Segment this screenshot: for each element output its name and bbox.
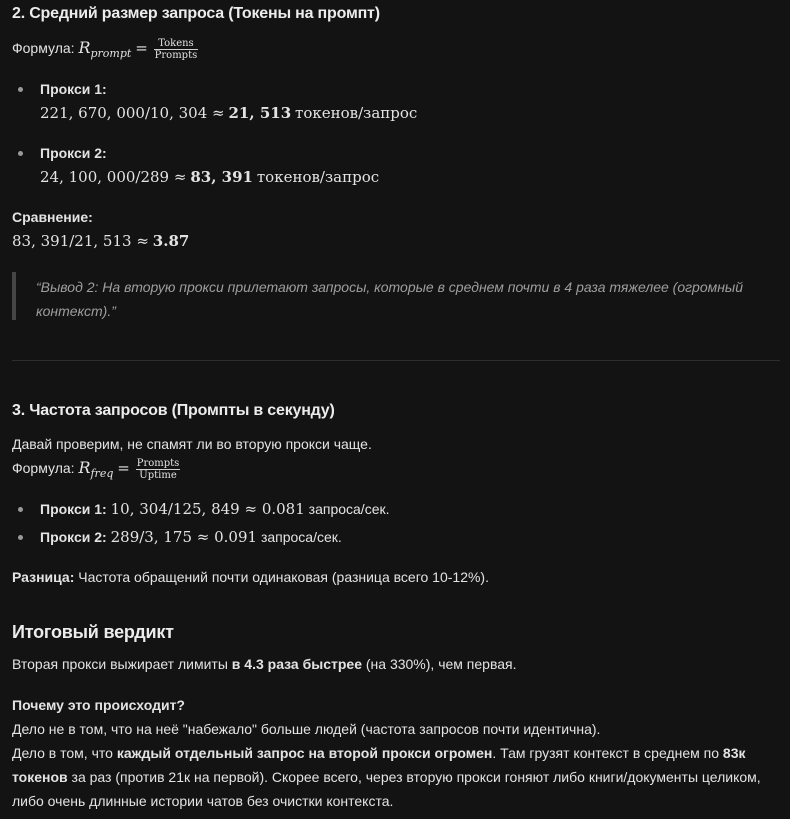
bullet-icon [18, 87, 23, 92]
section3-formula [12, 458, 180, 481]
divider [12, 360, 780, 361]
verdict-heading: Итоговый вердикт [12, 622, 174, 642]
diff-text: Частота обращений почти одинаковая (разница всего 10-12%). [78, 569, 489, 585]
p2-e: за раз (против 21к на первой). Скорее всего, через вторую прокси гоняют либо книги/документы целиком, либо очень длинные истории чатов без очистки контекста. [12, 769, 761, 809]
verdict-line1-a: Вторая прокси выжирает лимиты [12, 656, 228, 672]
formula-label: Формула: [12, 460, 75, 477]
proxy2-expr: 24, 100, 000/289 ≈ [40, 168, 187, 186]
freq-proxy1-label: Прокси 1: [40, 501, 107, 517]
formula-numerator: Prompts [136, 458, 180, 469]
formula-eq: = [117, 459, 130, 478]
formula-numerator: Tokens [154, 38, 199, 50]
proxy1-label: Прокси 1: [40, 81, 107, 97]
p2-b: каждый отдельный запрос на второй прокси огромен [116, 745, 493, 761]
formula-fraction [136, 458, 181, 481]
formula-denominator: Prompts [154, 50, 198, 61]
bullet-icon [18, 151, 23, 156]
freq-proxy2-label: Прокси 2: [40, 529, 107, 545]
verdict-line1 [12, 656, 516, 672]
freq-proxy2 [40, 528, 342, 546]
section2-heading: 2. Средний размер запроса (Токены на промпт) [12, 5, 380, 22]
formula-label: Формула: [12, 40, 75, 57]
p2-a: Дело в том, что [12, 745, 113, 761]
formula-var: R [78, 458, 91, 478]
proxy1-expr: 221, 670, 000/10, 304 ≈ [40, 104, 225, 122]
verdict-p1: Дело не в том, что на неё "набежало" больше людей (частота запросов почти идентична). [12, 721, 601, 737]
proxy2-calc [40, 168, 379, 186]
proxy1-result: 21, 513 [228, 104, 292, 122]
bullet-icon [18, 507, 23, 512]
blockquote [12, 272, 782, 320]
section2-formula [12, 38, 198, 61]
formula-denominator: Uptime [139, 470, 177, 481]
compare-expr: 83, 391/21, 513 ≈ [12, 232, 149, 250]
freq-proxy1-unit: запроса/сек. [308, 501, 390, 517]
compare-result: 3.87 [152, 232, 190, 250]
section3-intro: Давай проверим, не спамят ли во вторую прокси чаще. [12, 436, 372, 452]
proxy2-label: Прокси 2: [40, 145, 107, 161]
formula-fraction [154, 38, 199, 61]
freq-proxy1-expr: 10, 304/125, 849 ≈ 0.081 [110, 500, 305, 518]
section3-heading: 3. Частота запросов (Промпты в секунду) [12, 402, 335, 419]
freq-proxy2-unit: запроса/сек. [260, 529, 342, 545]
p2-c: . Там грузят контекст в среднем по [492, 745, 720, 761]
formula-eq: = [135, 39, 148, 58]
verdict-line1-b: в 4.3 раза быстрее [231, 656, 362, 672]
formula-sub: freq [90, 467, 114, 481]
compare-calc [12, 232, 189, 250]
quote-text: “Вывод 2: На вторую прокси прилетают запросы, которые в среднем почти в 4 раза тяжелее (огромный контекст).” [36, 279, 743, 319]
freq-proxy2-expr: 289/3, 175 ≈ 0.091 [110, 528, 258, 546]
diff-line [12, 569, 489, 585]
proxy1-unit: токенов/запрос [295, 104, 418, 122]
verdict-line1-c: (на 330%), чем первая. [365, 656, 517, 672]
freq-proxy1 [40, 500, 390, 518]
formula-sub: prompt [90, 47, 132, 61]
proxy2-unit: токенов/запрос [256, 168, 380, 186]
proxy2-result: 83, 391 [190, 168, 253, 186]
bullet-icon [18, 535, 23, 540]
why-label: Почему это происходит? [12, 697, 185, 713]
compare-label: Сравнение: [12, 209, 93, 225]
formula-var: R [78, 38, 91, 58]
proxy1-calc [40, 104, 417, 122]
verdict-p2 [12, 741, 778, 813]
p2-d: 83к токенов [12, 745, 746, 785]
diff-label: Разница: [12, 569, 75, 585]
